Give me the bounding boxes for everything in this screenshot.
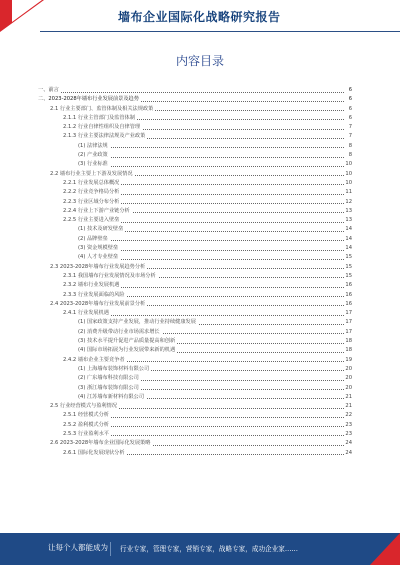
toc-entry-page: 16 [344, 281, 352, 290]
toc-entry-title: (2) 广东墙布科技有限公司 [78, 374, 141, 383]
toc-leader-dots [98, 287, 344, 288]
toc-entry[interactable] [38, 142, 352, 151]
table-of-contents [38, 86, 352, 458]
toc-entry-title: 2.1.1 行业主管部门及监管体制 [63, 114, 137, 123]
toc-entry-page: 6 [344, 105, 352, 114]
toc-entry-title: (3) 行业标准 [78, 160, 110, 169]
toc-entry-page: 14 [344, 244, 352, 253]
toc-entry-page: 23 [344, 430, 352, 439]
toc-entry-title: 2.2.3 行业区域分布分析 [63, 198, 121, 207]
footer-tagline: 行业专家，管理专家，营销专家，战略专家，成功企业家…… [120, 545, 299, 553]
toc-entry[interactable] [38, 328, 352, 337]
toc-entry-page: 24 [344, 449, 352, 458]
toc-entry[interactable] [38, 337, 352, 346]
toc-entry-page: 11 [344, 188, 352, 197]
toc-entry-page: 14 [344, 225, 352, 234]
toc-entry-title: 2.5 行业经营模式与盈利情况 [50, 402, 119, 411]
toc-entry-title: (3) 资金规模壁垒 [78, 244, 120, 253]
toc-entry[interactable] [38, 114, 352, 123]
toc-entry[interactable] [38, 393, 352, 402]
page-header [0, 0, 400, 32]
toc-leader-dots [98, 454, 344, 455]
toc-entry-title: (2) 产业政策 [78, 151, 110, 160]
toc-leader-dots [52, 92, 344, 93]
toc-entry-title: (4) 国际市场拓展为行业发展带来新的机遇 [78, 346, 177, 355]
toc-entry-title: 2.3.3 行业发展面临的风险 [63, 291, 127, 300]
toc-entry[interactable] [38, 216, 352, 225]
toc-entry-page: 15 [344, 253, 352, 262]
toc-entry-title: 2.4 2023-2028年墙布行业发展前景分析 [50, 300, 147, 309]
toc-leader-dots [98, 212, 344, 213]
toc-entry-title: 2.4.1 行业发展机遇 [63, 309, 111, 318]
toc-leader-dots [108, 157, 344, 158]
page-footer [0, 533, 400, 565]
toc-leader-dots [98, 315, 344, 316]
toc-entry-page: 13 [344, 207, 352, 216]
toc-entry[interactable] [38, 86, 352, 95]
toc-entry-title: 2.3.1 我国墙布行业发展情况及市场分析 [63, 272, 158, 281]
toc-entry-page: 16 [344, 291, 352, 300]
toc-entry[interactable] [38, 281, 352, 290]
toc-entry[interactable] [38, 411, 352, 420]
toc-entry-page: 13 [344, 216, 352, 225]
toc-leader-dots [98, 184, 344, 185]
toc-entry[interactable] [38, 449, 352, 458]
toc-entry[interactable] [38, 421, 352, 430]
toc-entry-page: 18 [344, 337, 352, 346]
toc-entry[interactable] [38, 244, 352, 253]
header-white-corner [12, 0, 42, 22]
toc-entry-title: 2.4.2 墙布企业主要竞争者 [63, 356, 127, 365]
toc-entry[interactable] [38, 188, 352, 197]
toc-entry-page: 23 [344, 421, 352, 430]
toc-entry-title: (1) 法律法规 [78, 142, 110, 151]
toc-entry-title: 2.6.1 国际化发展现状分析 [63, 449, 127, 458]
toc-entry[interactable] [38, 253, 352, 262]
toc-entry-page: 15 [344, 272, 352, 281]
toc-entry-title: (2) 品牌壁垒 [78, 235, 110, 244]
toc-entry-title: 一、前言 [38, 86, 61, 95]
toc-entry-title: 2.2.2 行业竞争格局分析 [63, 188, 121, 197]
toc-entry-title: (4) 人才专业壁垒 [78, 253, 120, 262]
toc-leader-dots [108, 389, 344, 390]
toc-entry[interactable] [38, 356, 352, 365]
toc-entry-page: 17 [344, 309, 352, 318]
toc-leader-dots [108, 240, 344, 241]
toc-entry[interactable] [38, 160, 352, 169]
toc-entry[interactable] [38, 439, 352, 448]
toc-entry-page: 19 [344, 356, 352, 365]
toc-entry[interactable] [38, 235, 352, 244]
toc-leader-dots [98, 296, 344, 297]
toc-heading: 内容目录 [175, 54, 224, 68]
toc-entry-page: 7 [344, 123, 352, 132]
toc-entry[interactable] [38, 430, 352, 439]
toc-entry-title: 2.5.2 盈利模式分析 [63, 421, 111, 430]
toc-entry-title: 2.5.3 行业盈利水平 [63, 430, 111, 439]
toc-entry-page: 22 [344, 411, 352, 420]
toc-entry[interactable] [38, 374, 352, 383]
toc-entry-page: 21 [344, 402, 352, 411]
toc-leader-dots [98, 417, 344, 418]
toc-entry-page: 20 [344, 384, 352, 393]
toc-entry-page: 8 [344, 151, 352, 160]
toc-entry-page: 7 [344, 132, 352, 141]
toc-leader-dots [108, 380, 344, 381]
toc-entry-page: 6 [344, 114, 352, 123]
toc-entry-page: 10 [344, 170, 352, 179]
toc-entry[interactable] [38, 95, 352, 104]
toc-entry[interactable] [38, 402, 352, 411]
toc-entry-title: 2.5.1 经营模式分析 [63, 411, 111, 420]
toc-entry-title: 2.3.2 墙布行业发展机遇 [63, 281, 121, 290]
toc-entry[interactable] [38, 263, 352, 272]
toc-leader-dots [108, 147, 344, 148]
toc-entry[interactable] [38, 198, 352, 207]
toc-entry[interactable] [38, 300, 352, 309]
toc-leader-dots [108, 166, 344, 167]
footer-slogan: 让每个人都能成为 [48, 543, 108, 552]
toc-entry[interactable] [38, 132, 352, 141]
toc-entry-title: (1) 技术及研发壁垒 [78, 225, 125, 234]
toc-entry-title: 2.3 2023-2028年墙布行业发展趋势分析 [50, 263, 147, 272]
toc-entry-title: 2.2.4 行业上下游产业链分析 [63, 207, 132, 216]
toc-leader-dots [108, 231, 344, 232]
toc-entry[interactable] [38, 225, 352, 234]
toc-entry-title: 2.1 行业主要部门、监管体制及相关法规政策 [50, 105, 155, 114]
toc-entry-page: 8 [344, 142, 352, 151]
footer-red-corner [370, 533, 400, 565]
toc-entry-page: 21 [344, 393, 352, 402]
toc-entry-title: (2) 消费升级带动行业市场需求增长 [78, 328, 162, 337]
toc-leader-dots [108, 250, 344, 251]
toc-entry[interactable] [38, 105, 352, 114]
toc-leader-dots [98, 194, 344, 195]
toc-entry-title: (4) 江苏墙布新材料有限公司 [78, 393, 146, 402]
toc-entry-page: 14 [344, 235, 352, 244]
toc-leader-dots [98, 361, 344, 362]
header-rule [40, 31, 400, 32]
toc-leader-dots [98, 203, 344, 204]
report-title: 墙布企业国际化战略研究报告 [118, 10, 281, 24]
toc-entry[interactable] [38, 207, 352, 216]
toc-entry[interactable] [38, 179, 352, 188]
toc-entry-page: 6 [344, 95, 352, 104]
toc-entry-page: 10 [344, 179, 352, 188]
toc-entry[interactable] [38, 170, 352, 179]
toc-entry-page: 6 [344, 86, 352, 95]
toc-entry[interactable] [38, 272, 352, 281]
toc-entry[interactable] [38, 384, 352, 393]
toc-entry-page: 24 [344, 439, 352, 448]
toc-entry-page: 18 [344, 346, 352, 355]
toc-entry-page: 16 [344, 300, 352, 309]
toc-leader-dots [98, 222, 344, 223]
toc-entry-title: 二、2023-2028年墙布行业发展前景及趋势 [38, 95, 141, 104]
toc-entry-title: (3) 浙江墙布装饰有限公司 [78, 384, 141, 393]
toc-entry-title: 2.2.5 行业主要进入壁垒 [63, 216, 121, 225]
toc-leader-dots [98, 435, 344, 436]
toc-entry[interactable] [38, 318, 352, 327]
toc-leader-dots [98, 426, 344, 427]
toc-entry[interactable] [38, 151, 352, 160]
toc-entry-page: 20 [344, 365, 352, 374]
footer-divider [110, 542, 111, 556]
toc-entry[interactable] [38, 346, 352, 355]
toc-entry-page: 17 [344, 318, 352, 327]
toc-entry-title: (3) 技术水平提升促进产品质量提高和创新 [78, 337, 177, 346]
toc-entry-title: 2.2 墙布行业主要上下游及发展情况 [50, 170, 135, 179]
toc-entry-page: 15 [344, 263, 352, 272]
toc-entry-page: 12 [344, 198, 352, 207]
toc-leader-dots [108, 259, 344, 260]
toc-entry[interactable] [38, 123, 352, 132]
toc-entry-page: 17 [344, 328, 352, 337]
toc-entry-title: 2.1.3 行业主要法律法规及产业政策 [63, 132, 147, 141]
toc-entry-title: (1) 上海墙布装饰材料有限公司 [78, 365, 151, 374]
toc-entry-title: 2.1.2 行业自律性组织及自律管理 [63, 123, 142, 132]
toc-entry[interactable] [38, 291, 352, 300]
toc-entry-page: 20 [344, 374, 352, 383]
toc-entry[interactable] [38, 309, 352, 318]
toc-entry-page: 10 [344, 160, 352, 169]
toc-entry[interactable] [38, 365, 352, 374]
toc-entry-title: 2.2.1 行业发展总体概况 [63, 179, 121, 188]
toc-entry-title: (1) 国家政策支持产业发展，推动行业持续健康发展 [78, 318, 198, 327]
toc-entry-title: 2.6 2023-2028年墙布企业国际化发展策略 [50, 439, 152, 448]
